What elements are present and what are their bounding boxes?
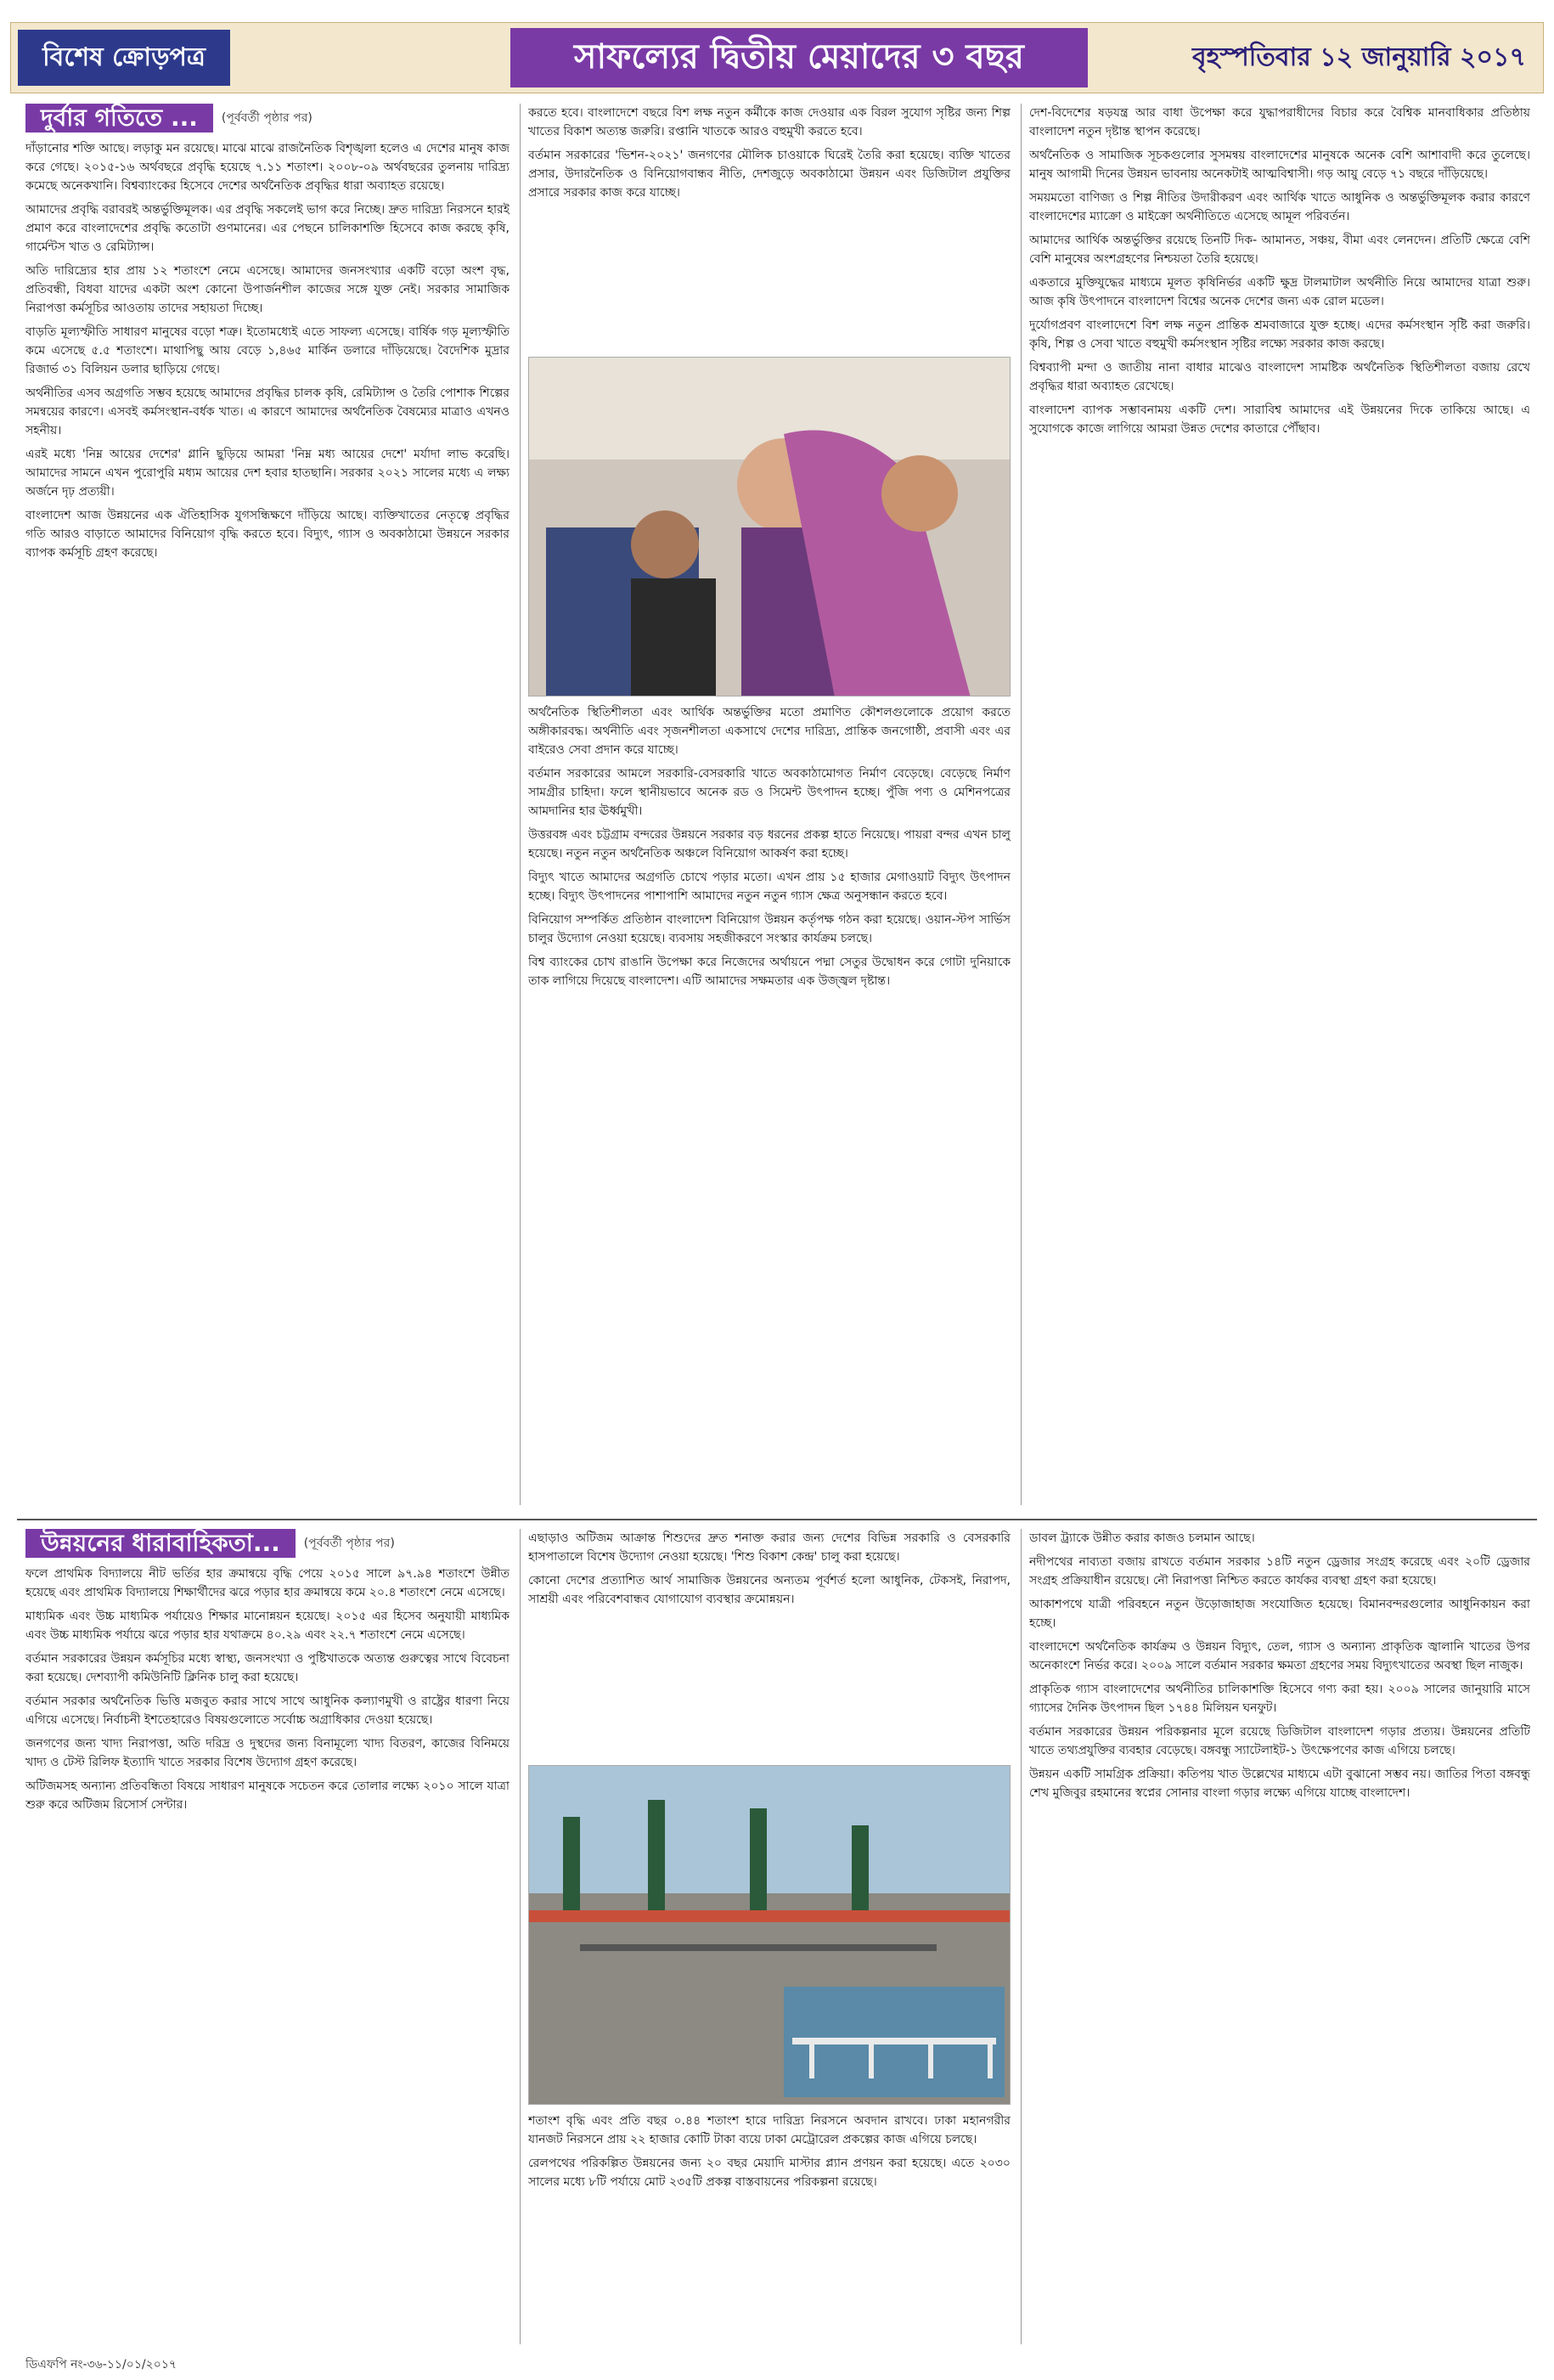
paragraph: করতে হবে। বাংলাদেশে বছরে বিশ লক্ষ নতুন কর্মীকে কাজ দেওয়ার এক বিরল সুযোগ সৃষ্টির জন্য শিল্প খাতের বিকাশ অত্যন্ত জরুরি। রপ্তানি খাতকে আরও বহুমুখী করতে হবে।	[528, 106, 1011, 138]
paragraph: অতি দারিদ্র্যের হার প্রায় ১২ শতাংশে নেমে এসেছে। আমাদের জনসংখ্যার একটি বড়ো অংশ বৃদ্ধ, প্রতিবন্ধী, বিধবা যাদের একটা অংশ কোনো উপার্জনশীল কাজের সঙ্গে যুক্ত নেই। সরকার সামাজিক নিরাপত্তা কর্মসূচির আওতায় তাদের সহায়তা দিচ্ছে।	[25, 264, 510, 315]
photo-prime-minister-with-child	[528, 357, 1011, 697]
page-header	[10, 22, 1544, 93]
footer-code: ডিএফপি নং-৩৬-১১/০১/২০১৭	[25, 2358, 177, 2372]
paragraph: অর্থনৈতিক ও সামাজিক সূচকগুলোর সুসমন্বয় বাংলাদেশের মানুষকে অনেক বেশি আশাবাদী করে তুলেছে। মানুষ আগামী দিনের উন্নয়ন ভাবনায় অনেকটাই আত্মবিশ্বাসী। গড় আয়ু বেড়ে ৭১ বছরে দাঁড়িয়েছে।	[1029, 149, 1530, 181]
section1-cont: (পূর্ববর্তী পৃষ্ঠার পর)	[221, 111, 312, 125]
paragraph: বর্তমান সরকারের আমলে সরকারি-বেসরকারি খাতে অবকাঠামোগত নির্মাণ বেড়েছে। বেড়েছে নির্মাণ সামগ্রীর চাহিদা। ফলে স্থানীয়ভাবে অনেক রড ও সিমেন্ট উৎপাদন হচ্ছে। পুঁজি পণ্য ও মেশিনপত্রের আমদানির হার ঊর্ধ্বমুখী।	[528, 767, 1011, 818]
paragraph: একতারে মুক্তিযুদ্ধের মাধ্যমে মূলত কৃষিনির্ভর একটি ক্ষুদ্র টালমাটাল অর্থনীতি নিয়ে আমাদের যাত্রা শুরু। আজ কৃষি উৎপাদনে বাংলাদেশ বিশ্বের অনেক দেশের জন্য এক রোল মডেল।	[1029, 276, 1530, 308]
paragraph: সময়মতো বাণিজ্য ও শিল্প নীতির উদারীকরণ এবং আর্থিক খাতে আধুনিক ও অন্তর্ভুক্তিমূলক করার কারণে বাংলাদেশের ম্যাক্রো ও মাইক্রো অর্থনীতিতে এসেছে আমূল পরিবর্তন।	[1029, 191, 1530, 223]
paragraph: বাংলাদেশে অর্থনৈতিক কার্যক্রম ও উন্নয়ন বিদ্যুৎ, তেল, গ্যাস ও অন্যান্য প্রাকৃতিক জ্বালানি খাতের উপর অনেকাংশে নির্ভর করে। ২০০৯ সালে বর্তমান সরকার ক্ষমতা গ্রহণের সময় বিদ্যুৎখাতের অবস্থা ছিল নাজুক।	[1029, 1640, 1530, 1672]
section-divider	[17, 1519, 1537, 1520]
paragraph: এছাড়াও অটিজম আক্রান্ত শিশুদের দ্রুত শনাক্ত করার জন্য দেশের বিভিন্ন সরকারি ও বেসরকারি হাসপাতালে বিশেষ উদ্যোগ নেওয়া হয়েছে। 'শিশু বিকাশ কেন্দ্র' চালু করা হয়েছে।	[528, 1531, 1011, 1564]
paragraph: বিদ্যুৎ খাতে আমাদের অগ্রগতি চোখে পড়ার মতো। এখন প্রায় ১৫ হাজার মেগাওয়াট বিদ্যুৎ উৎপাদন হচ্ছে। বিদ্যুৎ উৎপাদনের পাশাপাশি আমাদের নতুন নতুন গ্যাস ক্ষেত্র অনুসন্ধান করতে হবে।	[528, 871, 1011, 903]
column-rule	[1021, 1529, 1022, 2344]
paragraph: দুর্যোগপ্রবণ বাংলাদেশে বিশ লক্ষ নতুন প্রান্তিক শ্রমবাজারে যুক্ত হচ্ছে। এদের কর্মসংস্থান সৃষ্টি করা জরুরি। কৃষি, শিল্প ও সেবা খাতে বহুমুখী কর্মসংস্থান সৃষ্টির লক্ষ্যে সরকার কাজ করছে।	[1029, 319, 1530, 351]
paragraph: কোনো দেশের প্রত্যাশিত আর্থ সামাজিক উন্নয়নের অন্যতম পূর্বশর্ত হলো আধুনিক, টেকসই, নিরাপদ, সাশ্রয়ী এবং পরিবেশবান্ধব যোগাযোগ ব্যবস্থার ক্রমোন্নয়ন।	[528, 1574, 1011, 1606]
paragraph: বিশ্ব ব্যাংকের চোখ রাঙানি উপেক্ষা করে নিজেদের অর্থায়নে পদ্মা সেতুর উদ্বোধন করে গোটা দুনিয়াকে তাক লাগিয়ে দিয়েছে বাংলাদেশ। এটি আমাদের সক্ষমতার এক উজ্জ্বল দৃষ্টান্ত।	[528, 956, 1011, 988]
paragraph: অর্থনীতির এসব অগ্রগতি সম্ভব হয়েছে আমাদের প্রবৃদ্ধির চালক কৃষি, রেমিট্যান্স ও তৈরি পোশাক শিল্পের সমন্বয়ের কারণে। এসবই কর্মসংস্থান-বর্ধক খাত। এ কারণে আমাদের অর্থনৈতিক বৈষম্যের মাত্রাও এখনও সহনীয়।	[25, 386, 510, 437]
paragraph: বাংলাদেশ ব্যাপক সম্ভাবনাময় একটি দেশ। সারাবিশ্ব আমাদের এই উন্নয়নের দিকে তাকিয়ে আছে। এ সুযোগকে কাজে লাগিয়ে আমরা উন্নত দেশের কাতারে পৌঁছাব।	[1029, 403, 1530, 436]
paragraph: অর্থনৈতিক স্থিতিশীলতা এবং আর্থিক অন্তর্ভুক্তির মতো প্রমাণিত কৌশলগুলোকে প্রয়োগ করতে অঙ্গীকারবদ্ধ। অর্থনীতি এবং সৃজনশীলতা একসাথে দেশের দারিদ্র্য, প্রান্তিক জনগোষ্ঠী, প্রবাসী এবং এর বাইরেও সেবা প্রদান করে যাচ্ছে।	[528, 706, 1011, 757]
section1-col1	[25, 104, 510, 1514]
column-rule	[1021, 104, 1022, 1505]
paragraph: বিনিয়োগ সম্পর্কিত প্রতিষ্ঠান বাংলাদেশ বিনিয়োগ উন্নয়ন কর্তৃপক্ষ গঠন করা হয়েছে। ওয়ান-স্টপ সার্ভিস চালুর উদ্যোগ নেওয়া হয়েছে। ব্যবসায় সহজীকরণে সংস্কার কার্যক্রম চলছে।	[528, 913, 1011, 945]
paragraph: বর্তমান সরকার অর্থনৈতিক ভিত্তি মজবুত করার সাথে সাথে আধুনিক কল্যাণমুখী ও রাষ্ট্রের ধারণা নিয়ে এগিয়ে এসেছে। নির্বাচনী ইশতেহারেও বিষয়গুলোতে সর্বোচ্চ অগ্রাধিকার দেওয়া হয়েছে।	[25, 1695, 510, 1727]
paragraph: অটিজমসহ অন্যান্য প্রতিবন্ধিতা বিষয়ে সাধারণ মানুষকে সচেতন করে তোলার লক্ষ্যে ২০১০ সালে যাত্রা শুরু করে অটিজম রিসোর্স সেন্টার।	[25, 1779, 510, 1812]
paragraph: জনগণের জন্য খাদ্য নিরাপত্তা, অতি দরিদ্র ও দুস্থদের জন্য বিনামূল্যে খাদ্য বিতরণ, কাজের বিনিময়ে খাদ্য ও টেস্ট রিলিফ ইত্যাদি খাতে সরকার বিশেষ উদ্যোগ গ্রহণ করেছে।	[25, 1737, 510, 1769]
section-label: বিশেষ ক্রোড়পত্র	[18, 30, 230, 86]
paragraph: রেলপথের পরিকল্পিত উন্নয়নের জন্য ২০ বছর মেয়াদি মাস্টার প্ল্যান প্রণয়ন করা হয়েছে। এতে ২০৩০ সালের মধ্যে ৮টি পর্যায়ে মোট ২৩৫টি প্রকল্প বাস্তবায়নের পরিকল্পনা রয়েছে।	[528, 2157, 1011, 2189]
section2-col3	[1029, 1529, 1530, 2344]
paragraph: বর্তমান সরকারের উন্নয়ন কর্মসূচির মধ্যে স্বাস্থ্য, জনসংখ্যা ও পুষ্টিখাতকে অত্যন্ত গুরুত্বের সাথে বিবেচনা করা হয়েছে। দেশব্যাপী কমিউনিটি ক্লিনিক চালু করা হয়েছে।	[25, 1652, 510, 1684]
paragraph: ফলে প্রাথমিক বিদ্যালয়ে নীট ভর্তির হার ক্রমান্বয়ে বৃদ্ধি পেয়ে ২০১৫ সালে ৯৭.৯৪ শতাংশে উন্নীত হয়েছে এবং প্রাথমিক বিদ্যালয়ে শিক্ষার্থীদের ঝরে পড়ার হার ক্রমান্বয়ে কমে ২০.৪ শতাংশে নেমে এসেছে।	[25, 1567, 510, 1599]
paragraph: উত্তরবঙ্গ এবং চট্টগ্রাম বন্দরের উন্নয়নে সরকার বড় ধরনের প্রকল্প হাতে নিয়েছে। পায়রা বন্দর এখন চালু হয়েছে। নতুন নতুন অর্থনৈতিক অঞ্চলে বিনিয়োগ আকর্ষণ করা হচ্ছে।	[528, 828, 1011, 860]
paragraph: বাড়তি মূল্যস্ফীতি সাধারণ মানুষের বড়ো শত্রু। ইতোমধ্যেই এতে সাফল্য এসেছে। বার্ষিক গড় মূল্যস্ফীতি কমে এসেছে ৫.৫ শতাংশে। মাথাপিছু আয় বেড়ে ১,৪৬৫ মার্কিন ডলারে দাঁড়িয়েছে। বৈদেশিক মুদ্রার রিজার্ভ ৩১ বিলিয়ন ডলার ছাড়িয়ে গেছে।	[25, 325, 510, 376]
section1-title: দুর্বার গতিতে ...	[25, 104, 213, 133]
paragraph: প্রাকৃতিক গ্যাস বাংলাদেশের অর্থনীতির চালিকাশক্তি হিসেবে গণ্য করা হয়। ২০০৯ সালের জানুয়ারি মাসে গ্যাসের দৈনিক উৎপাদন ছিল ১৭৪৪ মিলিয়ন ঘনফুট।	[1029, 1683, 1530, 1715]
section2-col1	[25, 1529, 510, 2344]
paragraph: মাধ্যমিক এবং উচ্চ মাধ্যমিক পর্যায়েও শিক্ষার মানোন্নয়ন হয়েছে। ২০১৫ এর হিসেব অনুযায়ী মাধ্যমিক এবং উচ্চ মাধ্যমিক পর্যায়ে ঝরে পড়ার হার যথাক্রমে ৪০.২৯ এবং ২২.৭ শতাংশে নেমে এসেছে।	[25, 1610, 510, 1642]
section2-cont: (পূর্ববর্তী পৃষ্ঠার পর)	[303, 1537, 395, 1550]
photo-illustration	[529, 358, 1011, 697]
main-title: সাফল্যের দ্বিতীয় মেয়াদের ৩ বছর	[510, 28, 1088, 87]
paragraph: উন্নয়ন একটি সামগ্রিক প্রক্রিয়া। কতিপয় খাত উল্লেখের মাধ্যমে এটা বুঝানো সম্ভব নয়। জাতির পিতা বঙ্গবন্ধু শেখ মুজিবুর রহমানের স্বপ্নের সোনার বাংলা গড়ার লক্ষ্যে এগিয়ে যাচ্ছে বাংলাদেশ।	[1029, 1768, 1530, 1800]
paragraph: বর্তমান সরকারের 'ভিশন-২০২১' জনগণের মৌলিক চাওয়াকে ঘিরেই তৈরি করা হয়েছে। ব্যক্তি খাতের প্রসার, উদারনৈতিক ও বিনিয়োগবান্ধব নীতি, দেশজুড়ে অবকাঠামো উন্নয়ন এবং ডিজিটাল প্রযুক্তির প্রসারে সরকার কাজ করে যাচ্ছে।	[528, 149, 1011, 200]
paragraph: আমাদের প্রবৃদ্ধি বরাবরই অন্তর্ভুক্তিমূলক। এর প্রবৃদ্ধি সকলেই ভাগ করে নিচ্ছে। দ্রুত দারিদ্র্য নিরসনে হারই প্রমাণ করে বাংলাদেশের প্রবৃদ্ধি কতোটা গুণমানের। এর পেছনে চালিকাশক্তি হিসেবে কাজ করছে কৃষি, গার্মেন্টস খাত ও রেমিট্যান্স।	[25, 203, 510, 254]
section2-title: উন্নয়নের ধারাবাহিকতা...	[25, 1529, 296, 1558]
section1-col2-bottom	[528, 703, 1011, 1510]
section1-col2-top	[528, 104, 1011, 350]
section2-col2-top	[528, 1529, 1011, 1758]
section1-col3	[1029, 104, 1530, 1514]
paragraph: বিশ্বব্যাপী মন্দা ও জাতীয় নানা বাধার মাঝেও বাংলাদেশ সামষ্টিক অর্থনৈতিক স্থিতিশীলতা বজায় রেখে প্রবৃদ্ধির ধারা অব্যাহত রেখেছে।	[1029, 361, 1530, 393]
section1-heading	[25, 104, 510, 133]
section2-col2-bottom	[528, 2112, 1011, 2349]
paragraph: আমাদের আর্থিক অন্তর্ভুক্তির রয়েছে তিনটি দিক- আমানত, সঞ্চয়, বীমা এবং লেনদেন। প্রতিটি ক্ষেত্রে বেশি বেশি মানুষের অংশগ্রহণের নিশ্চয়তা তৈরি হয়েছে।	[1029, 234, 1530, 266]
paragraph: ডাবল ট্র্যাকে উন্নীত করার কাজও চলমান আছে।	[1029, 1531, 1255, 1545]
photo-illustration	[529, 1766, 1011, 2105]
paragraph: আকাশপথে যাত্রী পরিবহনে নতুন উড়োজাহাজ সংযোজিত হয়েছে। বিমানবন্দরগুলোর আধুনিকায়ন করা হচ্ছে।	[1029, 1598, 1530, 1630]
paragraph: বাংলাদেশ আজ উন্নয়নের এক ঐতিহাসিক যুগসন্ধিক্ষণে দাঁড়িয়ে আছে। ব্যক্তিখাতের নেতৃত্বে প্রবৃদ্ধির গতি আরও বাড়াতে আমাদের বিনিয়োগ বৃদ্ধি করতে হবে। বিদ্যুৎ, গ্যাস ও অবকাঠামো উন্নয়নে সরকার ব্যাপক কর্মসূচি গ্রহণ করেছে।	[25, 509, 510, 560]
paragraph: দেশ-বিদেশের ষড়যন্ত্র আর বাধা উপেক্ষা করে যুদ্ধাপরাধীদের বিচার করে বৈশ্বিক মানবাধিকার প্রতিষ্ঠায় বাংলাদেশ নতুন দৃষ্টান্ত স্থাপন করেছে।	[1029, 106, 1530, 138]
section2-heading	[25, 1529, 510, 1558]
paragraph: এরই মধ্যে 'নিম্ন আয়ের দেশের' গ্লানি ছুড়িয়ে আমরা 'নিম্ন মধ্য আয়ের দেশে' মর্যাদা লাভ করেছি। আমাদের সামনে এখন পুরোপুরি মধ্যম আয়ের দেশ হবার হাতছানি। সরকার ২০২১ সালের মধ্যে এ লক্ষ্য অর্জনে দৃঢ় প্রত্যয়ী।	[25, 448, 510, 499]
column-rule	[520, 1529, 521, 2344]
photo-padma-bridge-construction	[528, 1765, 1011, 2105]
paragraph: নদীপথের নাব্যতা বজায় রাখতে বর্তমান সরকার ১৪টি নতুন ড্রেজার সংগ্রহ করেছে এবং ২০টি ড্রেজার সংগ্রহ প্রক্রিয়াধীন রয়েছে। নৌ নিরাপত্তা নিশ্চিত করতে কার্যকর ব্যবস্থা গ্রহণ করা হয়েছে।	[1029, 1555, 1530, 1588]
paragraph: শতাংশ বৃদ্ধি এবং প্রতি বছর ০.৪৪ শতাংশ হারে দারিদ্র্য নিরসনে অবদান রাখবে। ঢাকা মহানগরীর যানজট নিরসনে প্রায় ২২ হাজার কোটি টাকা ব্যয়ে ঢাকা মেট্রোরেল প্রকল্পের কাজ এগিয়ে চলছে।	[528, 2114, 1011, 2146]
date-label: বৃহস্পতিবার ১২ জানুয়ারি ২০১৭	[1191, 42, 1526, 72]
paragraph: বর্তমান সরকারের উন্নয়ন পরিকল্পনার মূলে রয়েছে ডিজিটাল বাংলাদেশ গড়ার প্রত্যয়। উন্নয়নের প্রতিটি খাতে তথ্যপ্রযুক্তির ব্যবহার বেড়েছে। বঙ্গবন্ধু স্যাটেলাইট-১ উৎক্ষেপণের কাজ এগিয়ে চলছে।	[1029, 1725, 1530, 1757]
paragraph: দাঁড়ানোর শক্তি আছে। লড়াকু মন রয়েছে। মাঝে মাঝে রাজনৈতিক বিশৃঙ্খলা হলেও এ দেশের মানুষ কাজ করে গেছে। ২০১৫-১৬ অর্থবছরে প্রবৃদ্ধি হয়েছে ৭.১১ শতাংশ। ২০০৮-০৯ অর্থবছরের তুলনায় দারিদ্র্য কমেছে অনেকখানি। বিশ্বব্যাংকের হিসেবে দেশের অর্থনৈতিক প্রবৃদ্ধির ধারা অব্যাহত রয়েছে।	[25, 142, 510, 193]
column-rule	[520, 104, 521, 1505]
